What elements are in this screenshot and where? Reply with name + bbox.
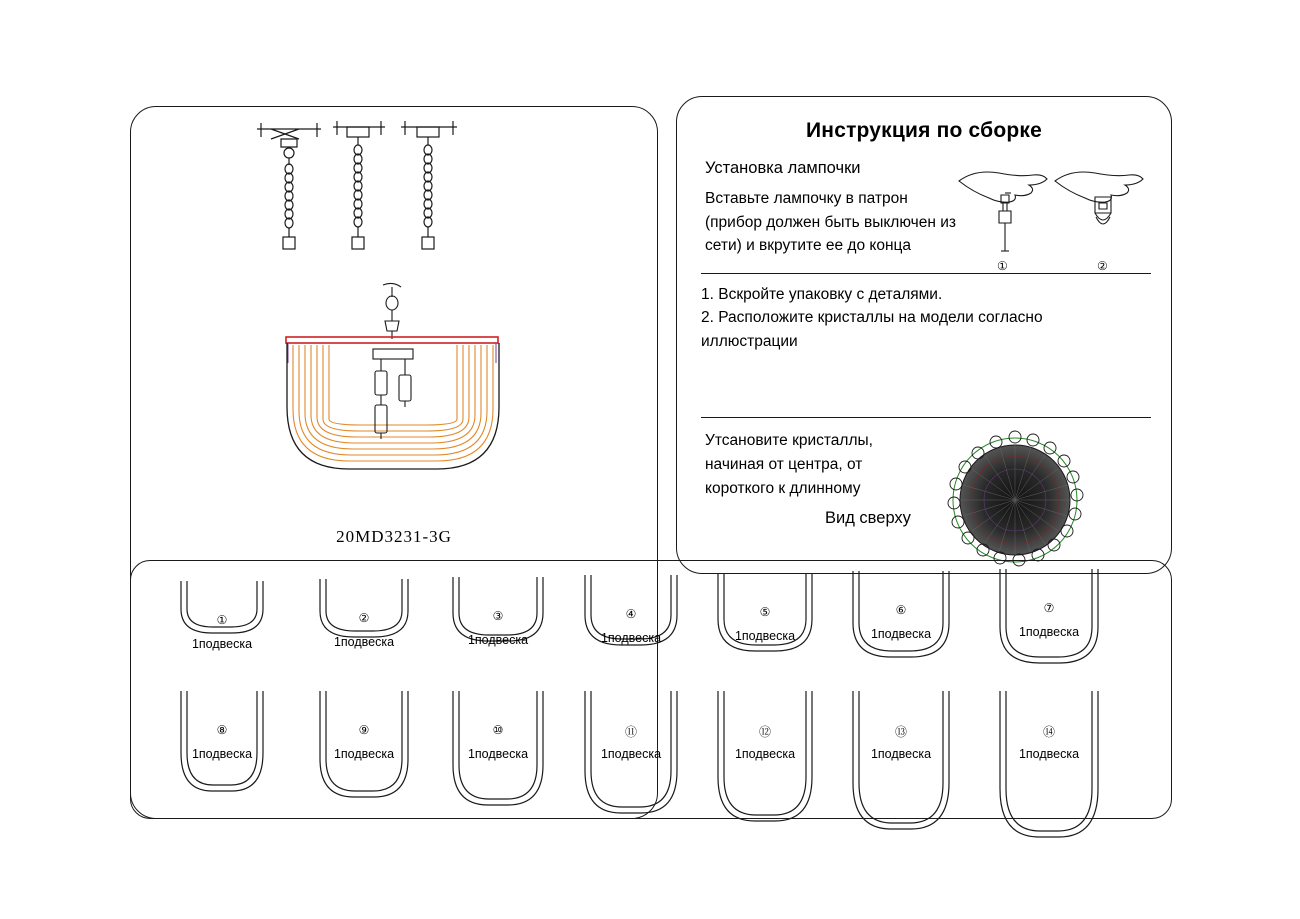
bulb-install-text: Вставьте лампочку в патрон (прибор должен быть выключен из сети) и вкрутите ее до конца — [705, 190, 956, 255]
part-number: ⑦ — [1043, 601, 1055, 615]
figure-number-2: ② — [1097, 259, 1108, 273]
part-item — [831, 569, 971, 663]
part-number: ② — [358, 611, 370, 625]
part-label: 1подвеска — [600, 631, 662, 645]
bulb-installation-figures — [953, 159, 1153, 279]
part-label: 1подвеска — [333, 635, 395, 649]
assembly-step-1: 1. Вскройте упаковку с деталями. — [701, 286, 943, 303]
assembly-step-2-cont: иллюстрации — [701, 332, 798, 350]
part-number: ⑭ — [1042, 725, 1055, 739]
divider-top — [701, 273, 1151, 274]
part-item — [157, 579, 287, 651]
part-label: 1подвеска — [333, 747, 395, 761]
instructions-title: Инструкция по сборке — [806, 119, 1042, 142]
part-item — [831, 689, 971, 837]
part-item — [563, 573, 699, 651]
part-label: 1подвеска — [191, 637, 253, 651]
part-item — [696, 689, 834, 829]
chandelier-assembly-figure — [231, 279, 561, 519]
part-item — [976, 689, 1122, 845]
crystal-placement-note: Утсановите кристаллы, начиная от центра, от короткого к длинному — [705, 432, 873, 498]
assembly-steps — [701, 283, 1141, 353]
part-item — [696, 571, 834, 657]
part-label: 1подвеска — [734, 747, 796, 761]
part-item — [431, 689, 565, 813]
part-label: 1подвеска — [1018, 625, 1080, 639]
part-number: ⑧ — [216, 723, 228, 737]
part-number: ⑫ — [758, 725, 771, 739]
part-item — [298, 577, 430, 649]
part-number: ① — [216, 613, 228, 627]
part-item — [157, 689, 287, 799]
part-label: 1подвеска — [870, 627, 932, 641]
figure-number-1: ① — [997, 259, 1008, 273]
part-label: 1подвеска — [600, 747, 662, 761]
part-number: ⑥ — [895, 603, 907, 617]
part-label: 1подвеска — [467, 633, 529, 647]
part-number: ⑤ — [759, 605, 771, 619]
part-item — [298, 689, 430, 805]
part-item — [431, 575, 565, 647]
part-number: ⑩ — [492, 723, 504, 737]
part-label: 1подвеска — [870, 747, 932, 761]
part-number: ⑪ — [624, 725, 637, 739]
ceiling-mount-diagram — [251, 117, 491, 277]
part-item — [976, 567, 1122, 669]
part-number: ③ — [492, 609, 504, 623]
part-label: 1подвеска — [1018, 747, 1080, 761]
part-number: ⑨ — [358, 723, 370, 737]
instructions-panel — [676, 96, 1172, 574]
part-label: 1подвеска — [191, 747, 253, 761]
model-code: 20MD3231-3G — [336, 527, 452, 546]
part-label: 1подвеска — [734, 629, 796, 643]
part-number: ⑬ — [894, 725, 907, 739]
bulb-install-heading: Установка лампочки — [705, 159, 861, 177]
part-label: 1подвеска — [467, 747, 529, 761]
parts-list-panel — [130, 560, 1172, 819]
part-number: ④ — [625, 607, 637, 621]
top-view-label: Вид сверху — [825, 509, 911, 527]
assembly-step-2: 2. Расположите кристаллы на модели согласно — [701, 309, 1043, 327]
part-item — [563, 689, 699, 821]
